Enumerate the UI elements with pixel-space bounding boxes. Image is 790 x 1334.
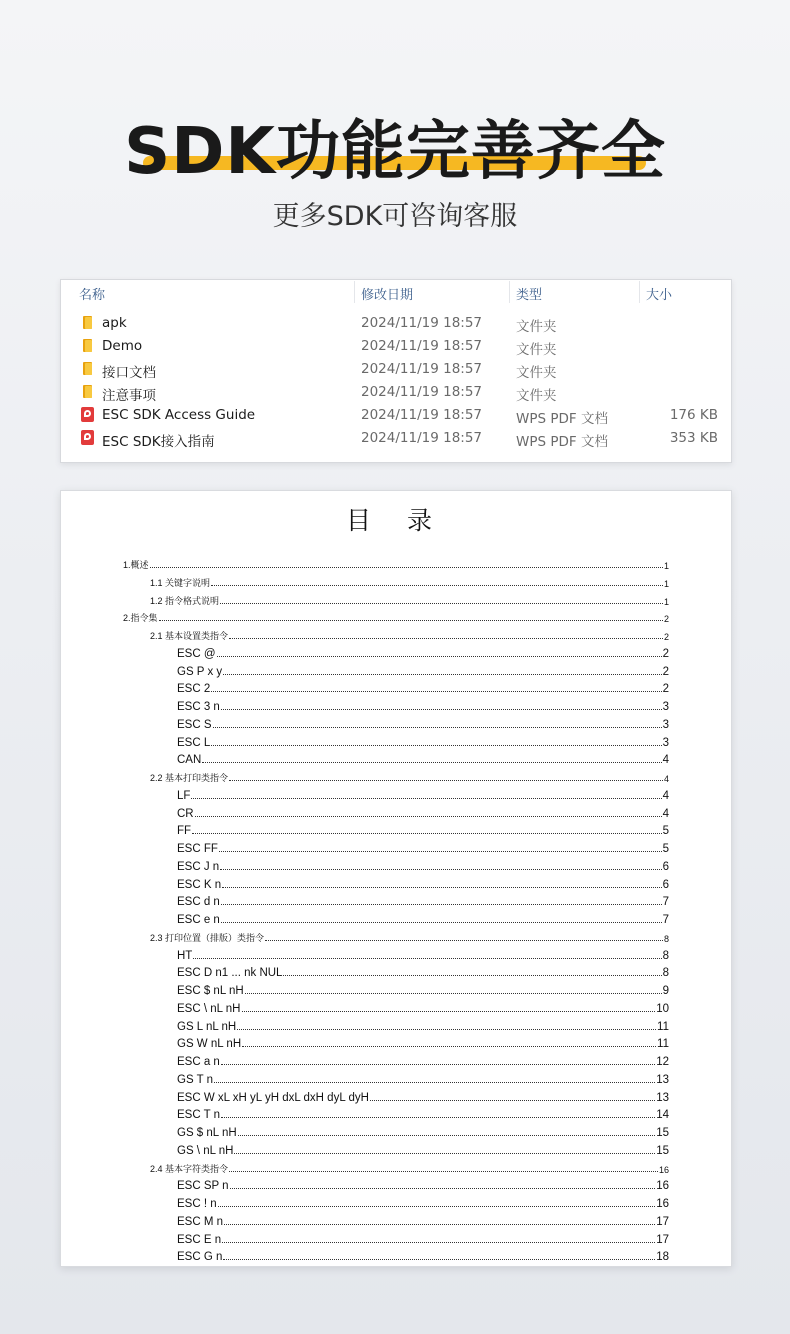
toc-dot-leader [221,1064,655,1065]
toc-entry-title: ESC e n [177,914,220,926]
toc-entry-title: ESC L [177,736,211,749]
toc-entry[interactable] [177,717,669,731]
toc-entry-title: ESC ! n [177,1198,217,1210]
toc-entry[interactable] [150,1161,669,1175]
toc-entry[interactable] [177,806,669,820]
toc-entry-title: 2.1 基本设置类指令 [150,631,229,641]
toc-entry-title: ESC S [177,718,212,731]
toc-dot-leader [211,691,661,692]
toc-entry-title: ESC a n [177,1056,220,1068]
toc-entry[interactable] [177,1090,669,1104]
toc-entry-title: ESC G n [177,1251,223,1264]
toc-entry-title: LF [177,789,191,802]
toc-entry-title: GS \ nL nH [177,1144,234,1157]
toc-page-number: 5 [662,843,669,855]
toc-dot-leader [195,816,662,817]
toc-dot-leader [265,940,663,941]
toc-entry[interactable] [177,1232,669,1246]
toc-dot-leader [192,833,662,834]
toc-entry[interactable] [177,1125,669,1139]
toc-page-number: 3 [662,718,669,731]
toc-entry[interactable] [177,752,669,766]
toc-dot-leader [242,1011,656,1012]
file-name: Demo [102,338,143,354]
toc-dot-leader [229,1171,658,1172]
folder-icon [81,361,95,377]
toc-entry[interactable] [177,681,669,695]
toc-entry-title: GS P x y [177,665,223,678]
toc-entry[interactable] [177,735,669,749]
toc-entry-title: GS W nL nH [177,1038,242,1051]
toc-entry-title: ESC D n1 ... nk NUL [177,967,283,980]
pdf-document-page [60,490,732,1267]
toc-entry[interactable] [177,1019,669,1033]
toc-dot-leader [229,638,663,639]
toc-entry-title: GS T n [177,1073,214,1086]
toc-page-number: 1 [663,596,669,607]
toc-entry[interactable] [177,1178,669,1192]
file-type: WPS PDF 文档 [516,411,608,427]
toc-page-number: 12 [656,1056,669,1068]
column-header-name[interactable]: 名称 [79,288,106,303]
folder-icon [81,384,95,400]
toc-entry[interactable] [177,646,669,660]
toc-dot-leader [238,1135,656,1136]
toc-entry[interactable] [177,948,669,962]
column-header-size[interactable]: 大小 [646,288,673,303]
toc-entry[interactable] [150,575,669,589]
toc-entry[interactable] [177,788,669,802]
file-type: 文件夹 [516,388,557,404]
toc-page-number: 7 [662,896,669,909]
toc-dot-leader [229,780,663,781]
toc-page-number: 16 [656,1198,669,1210]
toc-entry[interactable] [177,699,669,713]
column-separator[interactable] [639,281,640,303]
toc-page-number: 2 [662,647,669,660]
pdf-icon [81,430,95,446]
toc-entry-title: GS $ nL nH [177,1127,237,1139]
toc-dot-leader [220,603,663,604]
toc-dot-leader [223,674,661,675]
toc-dot-leader [222,887,661,888]
toc-entry[interactable] [177,877,669,891]
file-type: 文件夹 [516,319,557,335]
toc-page-number: 8 [662,967,669,980]
toc-page-number: 14 [656,1109,669,1122]
toc-entry[interactable] [177,841,669,855]
file-modified-date: 2024/11/19 18:57 [361,430,483,446]
file-modified-date: 2024/11/19 18:57 [361,384,483,400]
toc-entry[interactable] [150,628,669,642]
toc-entry[interactable] [177,912,669,926]
toc-page-number: 9 [662,985,669,997]
toc-entry[interactable] [177,1072,669,1086]
toc-page-number: 4 [663,774,669,784]
file-modified-date: 2024/11/19 18:57 [361,315,483,331]
toc-entry[interactable] [123,557,669,571]
toc-entry-title: FF [177,825,192,838]
toc-entry[interactable] [177,859,669,873]
file-type: 文件夹 [516,342,557,358]
file-name: apk [102,315,127,331]
toc-page-number: 11 [657,1038,669,1051]
toc-dot-leader [193,958,661,959]
toc-dot-leader [217,656,662,657]
toc-dot-leader [234,1153,655,1154]
toc-entry[interactable] [177,965,669,979]
toc-page-number: 10 [656,1002,669,1015]
toc-page-number: 2 [662,665,669,678]
column-separator[interactable] [354,281,355,303]
toc-page-number: 1 [663,578,669,589]
toc-entry[interactable] [150,593,669,607]
hero-subtitle: 更多SDK可咨询客服 [272,201,518,232]
toc-dot-leader [220,869,661,870]
folder-icon [81,338,95,354]
file-name: 注意事项 [102,388,156,404]
toc-dot-leader [214,1082,655,1083]
toc-page-number: 5 [662,825,669,838]
toc-entry[interactable] [177,1001,669,1015]
toc-dot-leader [237,1029,656,1030]
toc-page-number: 15 [656,1144,669,1157]
toc-dot-leader [221,904,662,905]
hero-title-text: SDK功能完善齐全 [124,115,666,189]
toc-entry-title: 1.2 指令格式说明 [150,595,220,606]
column-header-date[interactable]: 修改日期 [361,288,414,303]
toc-dot-leader [221,922,662,923]
toc-entry-title: ESC d n [177,896,220,909]
file-type: WPS PDF 文档 [516,434,608,450]
toc-entry-title: CR [177,807,194,820]
toc-dot-leader [222,1242,655,1243]
toc-entry-title: ESC K n [177,878,222,891]
toc-page-number: 17 [656,1215,669,1228]
toc-entry[interactable] [177,1249,669,1263]
toc-entry[interactable] [177,1036,669,1050]
document-title: 目 录 [346,506,446,535]
toc-entry-title: ESC \ nL nH [177,1002,241,1015]
file-type: 文件夹 [516,365,557,381]
toc-dot-leader [224,1224,655,1225]
toc-page-number: 8 [662,949,669,962]
toc-entry[interactable] [177,1196,669,1210]
file-row[interactable] [61,427,731,450]
toc-dot-leader [221,1117,655,1118]
toc-page-number: 15 [656,1127,669,1139]
toc-entry-title: 1.1 关键字说明 [150,577,211,588]
toc-entry-title: 2.3 打印位置（排版）类指令 [150,932,265,943]
pdf-icon [81,407,95,423]
toc-entry-title: ESC W xL xH yL yH dxL dxH dyL dyH [177,1091,369,1104]
toc-entry-title: ESC 3 n [177,701,220,713]
toc-page-number: 2 [663,614,669,625]
file-row[interactable] [61,358,731,381]
toc-entry[interactable] [177,1054,669,1068]
toc-entry-title: CAN [177,754,202,767]
toc-dot-leader [202,762,661,763]
toc-dot-leader [219,851,662,852]
toc-entry[interactable] [177,823,669,837]
toc-page-number: 16 [658,1164,669,1175]
file-row[interactable] [61,404,731,427]
toc-entry[interactable] [177,1107,669,1121]
toc-dot-leader [283,975,661,976]
toc-entry[interactable] [150,930,669,944]
toc-entry-title: GS L nL nH [177,1020,237,1033]
toc-page-number: 6 [662,860,669,873]
toc-entry-title: 2.指令集 [123,613,158,624]
toc-entry-title: ESC @ [177,647,216,660]
toc-dot-leader [245,993,662,994]
toc-page-number: 13 [656,1091,669,1104]
toc-dot-leader [242,1046,656,1047]
toc-page-number: 4 [662,754,669,767]
toc-dot-leader [211,585,663,586]
toc-page-number: 8 [663,933,669,944]
file-size: 353 KB [669,430,718,446]
toc-entry-title: ESC 2 [177,683,211,696]
column-separator[interactable] [509,281,510,303]
toc-page-number: 4 [662,807,669,820]
toc-page-number: 18 [656,1251,669,1264]
toc-entry-title: 2.4 基本字符类指令 [150,1163,229,1174]
toc-dot-leader [223,1259,655,1260]
column-header-type[interactable]: 类型 [516,288,543,303]
file-name: 接口文档 [102,365,156,381]
folder-icon [81,315,95,331]
toc-dot-leader [221,709,662,710]
file-explorer-panel [60,279,732,463]
file-row[interactable] [61,381,731,404]
toc-page-number: 4 [662,789,669,802]
toc-dot-leader [150,567,663,568]
file-name: ESC SDK Access Guide [102,407,256,423]
toc-page-number: 11 [657,1020,669,1033]
toc-page-number: 2 [662,683,669,696]
toc-entry-title: ESC SP n [177,1180,229,1193]
toc-page-number: 7 [662,914,669,926]
toc-entry[interactable] [123,610,669,624]
file-name: ESC SDK接入指南 [102,434,215,450]
toc-dot-leader [191,798,661,799]
toc-entry-title: 2.2 基本打印类指令 [150,773,229,783]
toc-page-number: 6 [662,878,669,891]
file-size: 176 KB [669,407,718,423]
file-modified-date: 2024/11/19 18:57 [361,361,483,377]
file-modified-date: 2024/11/19 18:57 [361,338,483,354]
toc-entry[interactable] [177,894,669,908]
toc-entry-title: ESC E n [177,1233,222,1246]
toc-entry-title: 1.概述 [123,560,149,570]
toc-entry-title: ESC FF [177,843,218,855]
toc-page-number: 16 [656,1180,669,1193]
toc-dot-leader [213,727,662,728]
toc-entry-title: ESC $ nL nH [177,985,244,997]
file-row[interactable] [61,312,731,335]
toc-dot-leader [230,1188,656,1189]
file-modified-date: 2024/11/19 18:57 [361,407,483,423]
toc-entry-title: ESC T n [177,1109,221,1122]
toc-page-number: 2 [663,632,669,642]
toc-page-number: 1 [663,561,669,571]
toc-entry[interactable] [177,664,669,678]
toc-dot-leader [211,745,661,746]
toc-dot-leader [218,1206,656,1207]
toc-entry-title: HT [177,949,193,962]
toc-dot-leader [370,1100,655,1101]
toc-entry[interactable] [177,1214,669,1228]
hero-title [0,100,790,192]
toc-entry-title: ESC J n [177,860,220,873]
toc-dot-leader [159,620,663,621]
toc-page-number: 3 [662,701,669,713]
toc-page-number: 17 [656,1233,669,1246]
toc-page-number: 13 [656,1073,669,1086]
toc-entry[interactable] [150,770,669,784]
file-row[interactable] [61,335,731,358]
toc-entry[interactable] [177,983,669,997]
toc-page-number: 3 [662,736,669,749]
toc-entry-title: ESC M n [177,1215,224,1228]
toc-entry[interactable] [177,1143,669,1157]
